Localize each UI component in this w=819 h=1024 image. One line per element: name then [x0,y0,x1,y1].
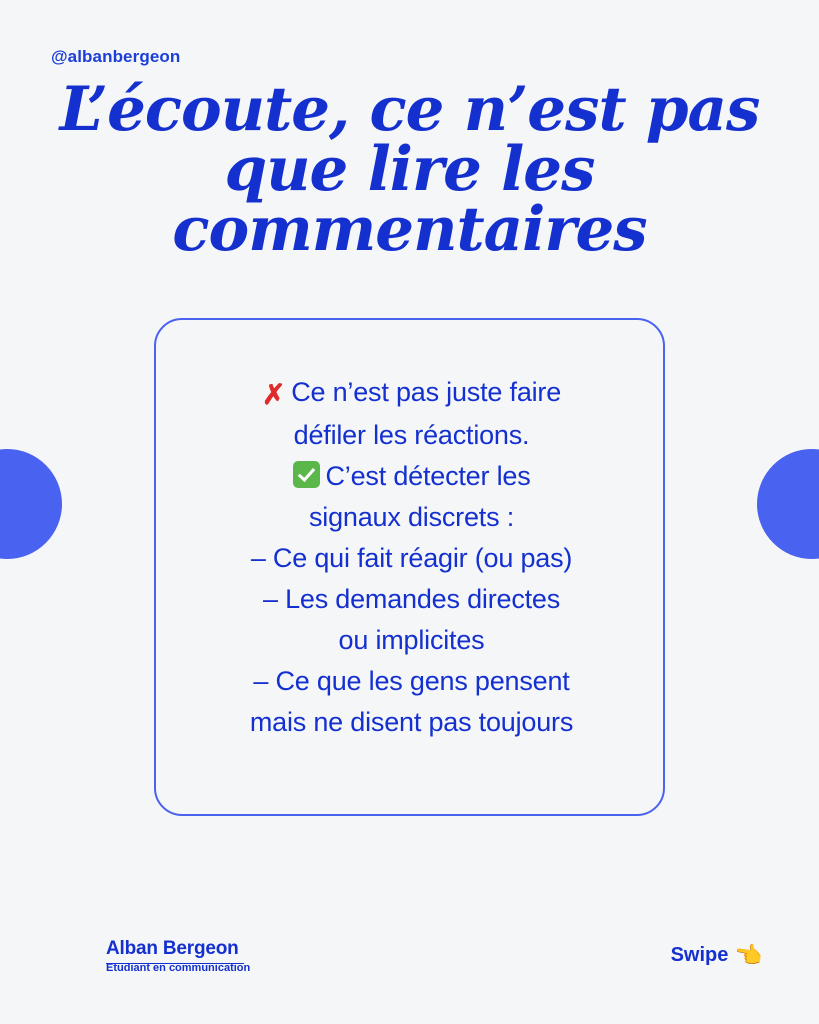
headline-line-3: commentaires [172,193,647,265]
headline-line-1: L’écoute, ce n’est pas [59,74,760,145]
list-item-label: mais ne disent pas toujours [249,707,574,737]
list-item [156,497,667,538]
pointing-hand-icon: 👈 [732,940,765,970]
list-item [156,456,667,497]
list-item [156,661,667,702]
list-item [156,415,667,456]
list-item-label: ou implicites [338,625,485,655]
list-item-label: signaux discrets : [309,502,514,532]
footer-author-role: Etudiant en communication [106,962,251,974]
swipe-label: Swipe [670,944,729,966]
list-item-label: – Les demandes directes [262,584,561,614]
decorative-circle-right [757,449,819,559]
list-item-label: défiler les réactions. [293,420,530,450]
list-item [156,620,667,661]
list-item [156,538,667,579]
swipe-cta[interactable] [670,940,765,970]
footer-author-name: Alban Bergeon [106,938,239,959]
content-card [154,318,665,816]
list-item-label: – Ce qui fait réagir (ou pas) [250,543,573,573]
list-item [156,579,667,620]
headline-line-2: que lire les [224,133,595,205]
page-title [30,74,789,265]
decorative-circle-left [0,449,62,559]
author-handle: @albanbergeon [51,47,181,66]
card-body [156,372,667,743]
list-item-label: C’est détecter les [325,461,531,491]
cross-icon: ✗ [261,379,286,410]
list-item-label: – Ce que les gens pensent [253,666,570,696]
list-item-label: Ce n’est pas juste faire [291,377,562,407]
check-icon [293,461,320,488]
list-item [156,702,667,743]
list-item [156,372,667,415]
